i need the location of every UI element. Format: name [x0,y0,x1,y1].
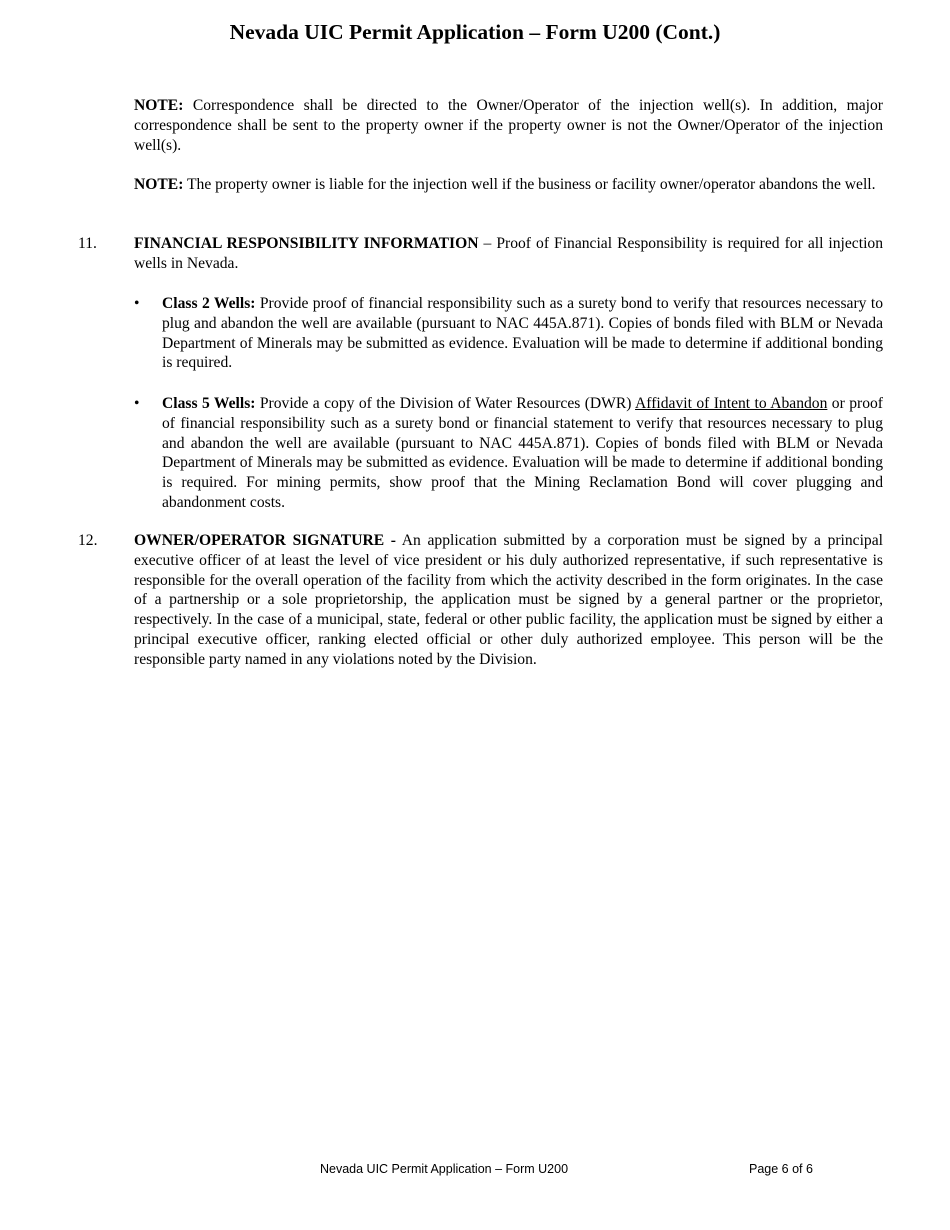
section-11-heading: FINANCIAL RESPONSIBILITY INFORMATION [134,235,479,252]
bullet-label: Class 2 Wells: [162,295,256,312]
bullet-body: Provide proof of financial responsibility such as a surety bond to verify that resources necessary to plug and abandon the well are available (pursuant to NAC 445A.871). Copies of bonds filed with BLM or Nevada Department of Minerals may be submitted as evidence. Evaluation will be made to determine if additional bonding is required. [162,295,883,372]
bullet-body-cont: or proof of financial responsibility such as a surety bond or financial statement to verify that resources necessary to plug and abandon the well are available (pursuant to NAC 445A.871). Copies of bonds filed with BLM or Nevada Department of Minerals may be submitted as evidence. Evaluation will be made to determine if additional bonding is required. For mining permits, show proof that the Mining Reclamation Bond will cover plugging and abandonment costs. [162,395,883,511]
footer-page-number: Page 6 of 6 [749,1162,813,1176]
bullet-icon: • [134,295,140,312]
bullet-icon: • [134,395,140,412]
section-11-text [134,234,883,274]
bullet-class-5-wells [162,394,883,513]
note-label: NOTE: [134,97,184,114]
note-label: NOTE: [134,176,184,193]
affidavit-link[interactable]: Affidavit of Intent to Abandon [635,395,828,412]
note-text: Correspondence shall be directed to the Owner/Operator of the injection well(s). In addition, major correspondence shall be sent to the property owner if the property owner is not the Owner/Operator of the injection well(s). [134,97,883,154]
page-title: Nevada UIC Permit Application – Form U200 (Cont.) [229,20,721,44]
section-12-heading: OWNER/OPERATOR SIGNATURE - [134,532,396,549]
section-11-number: 11. [78,235,97,252]
section-11-body: – Proof of Financial Responsibility is required for all injection wells in Nevada. [134,235,883,272]
note-correspondence [134,96,883,155]
note-text: The property owner is liable for the injection well if the business or facility owner/operator abandons the well. [183,176,876,193]
section-12-text [134,531,883,670]
section-12-number: 12. [78,532,98,549]
bullet-label: Class 5 Wells: [162,395,256,412]
footer-form-name: Nevada UIC Permit Application – Form U200 [320,1162,569,1176]
bullet-class-2-wells [162,294,883,373]
section-12-body: An application submitted by a corporation must be signed by a principal executive officer of at least the level of vice president or his duly authorized representative, if such representative is responsible for the overall operation of the facility from which the activity described in the form originates. In the case of a partnership or a sole proprietorship, the application must be signed by a general partner or the proprietor, respectively. In the case of a municipal, state, federal or other public facility, the application must be signed by either a principal executive officer, ranking elected official or other duly authorized employee. This person will be the responsible party named in any violations noted by the Division. [134,532,883,668]
note-liability [134,175,883,195]
bullet-body: Provide a copy of the Division of Water Resources (DWR) [255,395,636,412]
